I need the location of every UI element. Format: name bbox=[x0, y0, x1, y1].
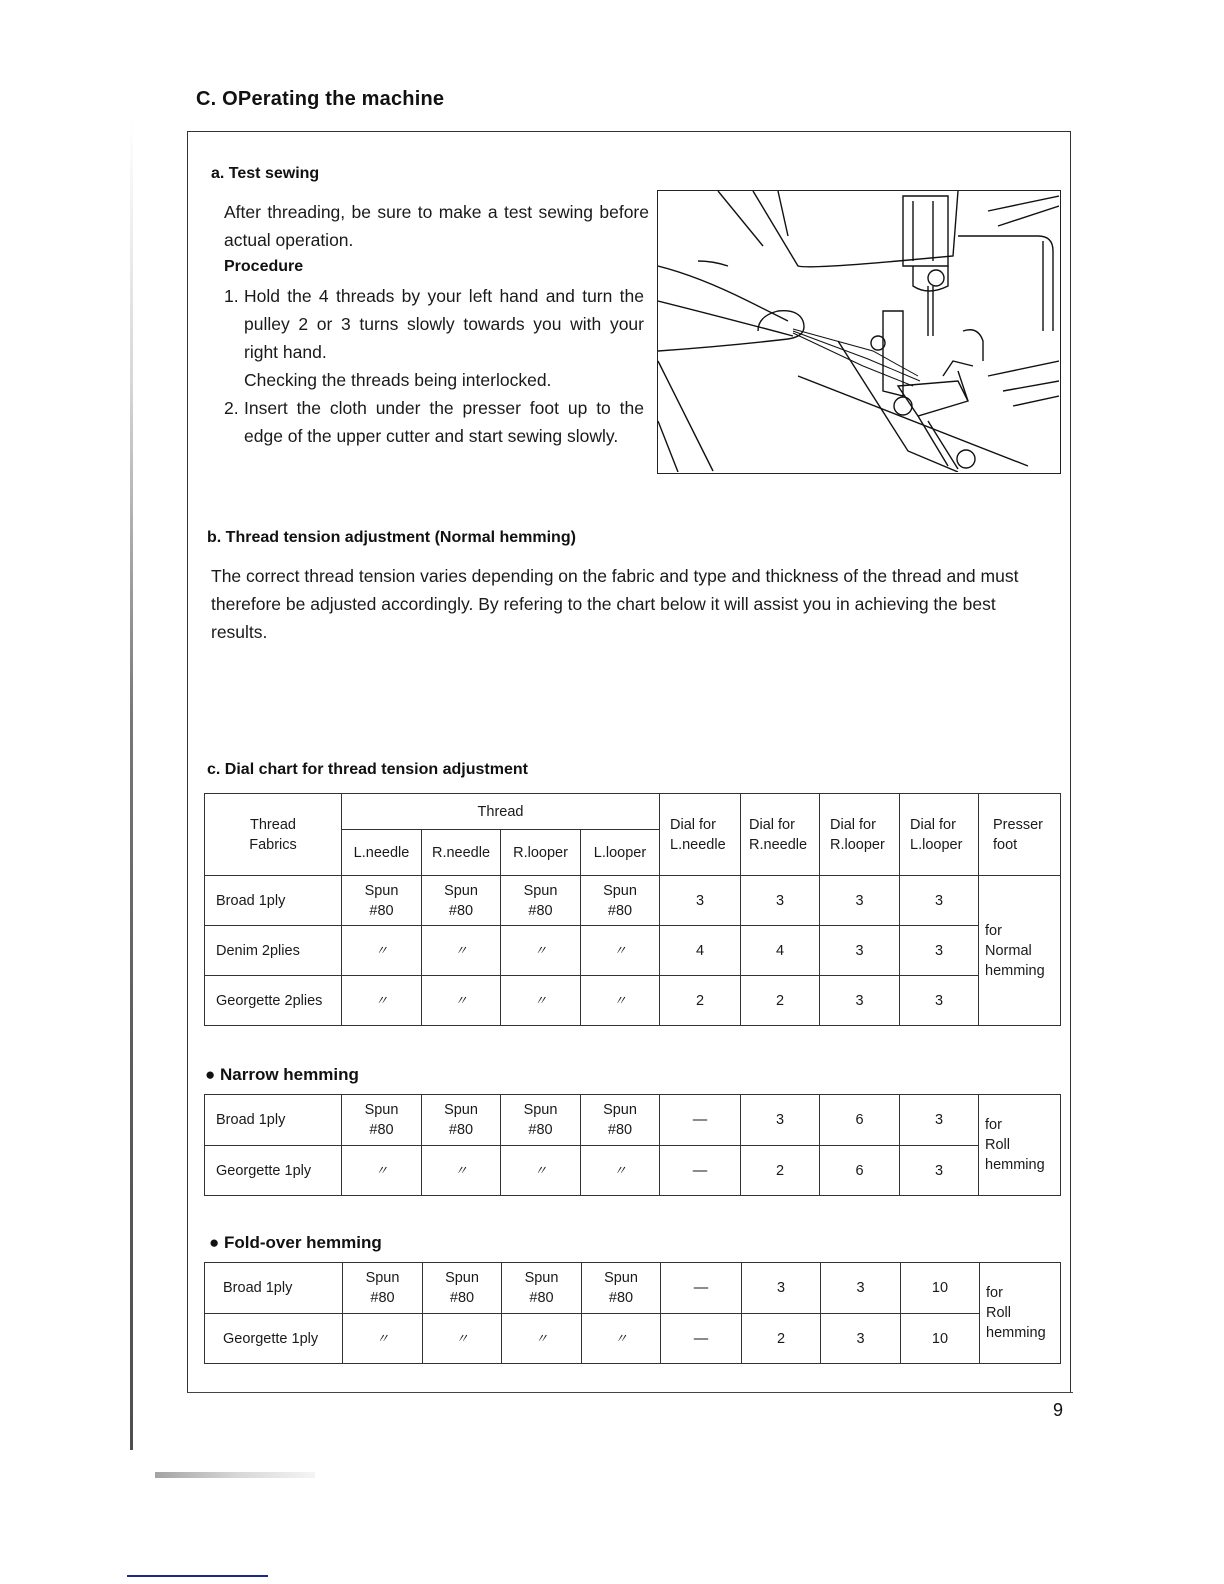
thread-type: Spun bbox=[523, 1102, 558, 1118]
step-text: Insert the cloth under the presser foot up to the edge of the upper cutter and start sewing slowly. bbox=[244, 398, 644, 446]
ditto-cell: 〃 bbox=[342, 1146, 422, 1196]
dial-cell: 3 bbox=[821, 1314, 901, 1364]
thread-size: #80 bbox=[369, 1122, 394, 1138]
dial-cell: 10 bbox=[901, 1263, 980, 1314]
thread-fabrics-header bbox=[205, 794, 342, 876]
page-edge-line bbox=[127, 1575, 268, 1577]
note-line: for bbox=[985, 1117, 1002, 1133]
heading-text: Narrow hemming bbox=[220, 1065, 359, 1084]
ditto-cell: 〃 bbox=[502, 1314, 582, 1364]
thread-size: #80 bbox=[449, 1290, 475, 1306]
dial-cell: — bbox=[660, 1095, 741, 1146]
note-line: hemming bbox=[985, 1157, 1045, 1173]
thread-cell bbox=[581, 876, 660, 926]
procedure-step-1 bbox=[224, 282, 649, 394]
bullet-icon: ● bbox=[205, 1065, 220, 1084]
thread-type: Spun bbox=[524, 1270, 559, 1286]
note-line: for bbox=[986, 1285, 1003, 1301]
dial-cell: 3 bbox=[741, 1095, 820, 1146]
dial-cell: 3 bbox=[820, 876, 900, 926]
ditto-cell: 〃 bbox=[581, 976, 660, 1026]
dial-cell: 10 bbox=[901, 1314, 980, 1364]
foldover-hemming-heading bbox=[209, 1233, 382, 1253]
table-row bbox=[205, 926, 1061, 976]
dial-cell: 3 bbox=[900, 1095, 979, 1146]
dial-cell: 3 bbox=[741, 876, 820, 926]
thread-size: #80 bbox=[607, 902, 633, 919]
thread-size: #80 bbox=[528, 902, 553, 919]
thread-type: Spun bbox=[603, 882, 637, 899]
fabric-cell: Broad 1ply bbox=[205, 1263, 343, 1314]
section-b-heading: b. Thread tension adjustment (Normal hemming) bbox=[207, 529, 576, 546]
thread-size: #80 bbox=[529, 1290, 554, 1306]
ditto-cell: 〃 bbox=[501, 976, 581, 1026]
thread-type: Spun bbox=[523, 882, 558, 899]
header-line: L.needle bbox=[670, 836, 726, 853]
thread-group-header: Thread bbox=[342, 794, 660, 830]
dial-cell: 6 bbox=[820, 1146, 900, 1196]
presser-foot-note bbox=[980, 1263, 1061, 1364]
presser-foot-header bbox=[979, 794, 1061, 876]
dial-cell: 3 bbox=[900, 976, 979, 1026]
ditto-cell: 〃 bbox=[501, 1146, 581, 1196]
header-line: Presser bbox=[993, 816, 1043, 833]
header-line: L.looper bbox=[910, 836, 963, 853]
header-line: R.looper bbox=[830, 836, 885, 853]
presser-foot-note bbox=[979, 876, 1061, 1026]
dial-chart-normal-table bbox=[204, 793, 1061, 1026]
section-b-paragraph: The correct thread tension varies depending on the fabric and type and thickness of the thread and must therefore be adjusted accordingly. By refering to the chart below it will assist you in achieving the best results. bbox=[211, 566, 1019, 642]
step-number: 2. bbox=[224, 398, 239, 418]
thread-size: #80 bbox=[448, 1122, 474, 1138]
dial-cell: 4 bbox=[660, 926, 741, 976]
fabric-cell: Georgette 1ply bbox=[205, 1314, 343, 1364]
header-row-top bbox=[205, 794, 1061, 830]
note-line: Roll bbox=[986, 1305, 1011, 1321]
l-needle-header: L.needle bbox=[342, 830, 422, 876]
header-line: R.needle bbox=[749, 836, 808, 853]
dial-cell: 3 bbox=[900, 876, 979, 926]
dial-cell: 3 bbox=[742, 1263, 821, 1314]
r-looper-header: R.looper bbox=[501, 830, 581, 876]
bullet-icon: ● bbox=[209, 1233, 224, 1252]
header-line: foot bbox=[993, 836, 1018, 853]
section-c-heading: c. Dial chart for thread tension adjustment bbox=[207, 761, 528, 778]
dial-cell: 2 bbox=[741, 976, 820, 1026]
note-line: Roll bbox=[985, 1137, 1010, 1153]
ditto-cell: 〃 bbox=[582, 1314, 661, 1364]
dial-cell: — bbox=[660, 1146, 741, 1196]
table-row bbox=[205, 1146, 1061, 1196]
dial-l-needle-header bbox=[660, 794, 741, 876]
dial-cell: 3 bbox=[900, 1146, 979, 1196]
ditto-cell: 〃 bbox=[343, 1314, 423, 1364]
thread-cell bbox=[342, 876, 422, 926]
thread-type: Spun bbox=[603, 1102, 637, 1118]
thread-size: #80 bbox=[528, 1122, 553, 1138]
thread-type: Spun bbox=[445, 1270, 479, 1286]
dial-chart-foldover-table bbox=[204, 1262, 1061, 1364]
table-row bbox=[205, 976, 1061, 1026]
step-note: Checking the threads being interlocked. bbox=[244, 370, 552, 390]
table-row bbox=[205, 1263, 1061, 1314]
fabric-cell: Georgette 1ply bbox=[205, 1146, 342, 1196]
thread-cell bbox=[422, 1095, 501, 1146]
ditto-cell: 〃 bbox=[581, 926, 660, 976]
note-line: for bbox=[985, 922, 1002, 939]
thread-cell bbox=[423, 1263, 502, 1314]
ditto-cell: 〃 bbox=[342, 926, 422, 976]
thread-cell bbox=[581, 1095, 660, 1146]
header-line: Dial for bbox=[670, 816, 716, 833]
header-line: Fabrics bbox=[249, 836, 297, 853]
thread-size: #80 bbox=[370, 1290, 395, 1306]
thread-cell bbox=[422, 876, 501, 926]
frame-bottom-rule bbox=[187, 1392, 1073, 1393]
dial-cell: 2 bbox=[742, 1314, 821, 1364]
header-line: Dial for bbox=[830, 816, 876, 833]
scan-edge-artifact bbox=[130, 120, 133, 1450]
ditto-cell: 〃 bbox=[581, 1146, 660, 1196]
table-row bbox=[205, 1314, 1061, 1364]
thread-size: #80 bbox=[607, 1122, 633, 1138]
header-line: Thread bbox=[250, 816, 296, 833]
dial-cell: 3 bbox=[660, 876, 741, 926]
table-row bbox=[205, 876, 1061, 926]
dial-chart-narrow-table bbox=[204, 1094, 1061, 1196]
step-text: Hold the 4 threads by your left hand and turn the pulley 2 or 3 turns slowly towards you with your right hand. bbox=[244, 286, 644, 362]
thread-cell bbox=[501, 876, 581, 926]
thread-size: #80 bbox=[369, 902, 394, 919]
ditto-cell: 〃 bbox=[422, 926, 501, 976]
heading-text: Fold-over hemming bbox=[224, 1233, 382, 1252]
procedure-step-2 bbox=[224, 394, 649, 450]
ditto-cell: 〃 bbox=[422, 1146, 501, 1196]
r-needle-header: R.needle bbox=[422, 830, 501, 876]
scan-smudge-artifact bbox=[155, 1472, 315, 1478]
ditto-cell: 〃 bbox=[422, 976, 501, 1026]
dial-r-looper-header bbox=[820, 794, 900, 876]
fabric-cell: Broad 1ply bbox=[205, 876, 342, 926]
dial-r-needle-header bbox=[741, 794, 820, 876]
dial-cell: 2 bbox=[741, 1146, 820, 1196]
table-row bbox=[205, 1095, 1061, 1146]
thread-type: Spun bbox=[444, 882, 478, 899]
dial-cell: 2 bbox=[660, 976, 741, 1026]
thread-cell bbox=[502, 1263, 582, 1314]
thread-cell bbox=[342, 1095, 422, 1146]
procedure-label: Procedure bbox=[224, 258, 304, 275]
dial-cell: — bbox=[661, 1263, 742, 1314]
presser-foot-note bbox=[979, 1095, 1061, 1196]
thread-type: Spun bbox=[364, 882, 399, 899]
thread-cell bbox=[343, 1263, 423, 1314]
dial-cell: 3 bbox=[900, 926, 979, 976]
thread-cell bbox=[582, 1263, 661, 1314]
header-line: Dial for bbox=[749, 816, 795, 833]
fabric-cell: Denim 2plies bbox=[205, 926, 342, 976]
section-a-heading: a. Test sewing bbox=[211, 165, 320, 182]
page-title: C. OPerating the machine bbox=[196, 88, 445, 110]
ditto-cell: 〃 bbox=[342, 976, 422, 1026]
fabric-cell: Georgette 2plies bbox=[205, 976, 342, 1026]
dial-cell: 4 bbox=[741, 926, 820, 976]
thread-type: Spun bbox=[364, 1102, 399, 1118]
ditto-cell: 〃 bbox=[501, 926, 581, 976]
thread-type: Spun bbox=[365, 1270, 400, 1286]
dial-cell: — bbox=[661, 1314, 742, 1364]
dial-cell: 3 bbox=[820, 926, 900, 976]
note-line: hemming bbox=[986, 1325, 1046, 1341]
section-a-intro: After threading, be sure to make a test sewing before actual operation. bbox=[224, 202, 649, 250]
thread-cell bbox=[501, 1095, 581, 1146]
ditto-cell: 〃 bbox=[423, 1314, 502, 1364]
page-number: 9 bbox=[1053, 1400, 1064, 1420]
test-sewing-illustration bbox=[657, 190, 1061, 474]
thread-size: #80 bbox=[448, 902, 474, 919]
narrow-hemming-heading bbox=[205, 1065, 359, 1085]
step-number: 1. bbox=[224, 286, 239, 306]
thread-type: Spun bbox=[604, 1270, 638, 1286]
dial-l-looper-header bbox=[900, 794, 979, 876]
note-line: Normal bbox=[985, 942, 1032, 959]
sewing-machine-hand-icon bbox=[658, 191, 1059, 472]
thread-size: #80 bbox=[608, 1290, 634, 1306]
header-line: Dial for bbox=[910, 816, 956, 833]
fabric-cell: Broad 1ply bbox=[205, 1095, 342, 1146]
l-looper-header: L.looper bbox=[581, 830, 660, 876]
dial-cell: 3 bbox=[820, 976, 900, 1026]
dial-cell: 6 bbox=[820, 1095, 900, 1146]
thread-type: Spun bbox=[444, 1102, 478, 1118]
note-line: hemming bbox=[985, 962, 1045, 979]
dial-cell: 3 bbox=[821, 1263, 901, 1314]
